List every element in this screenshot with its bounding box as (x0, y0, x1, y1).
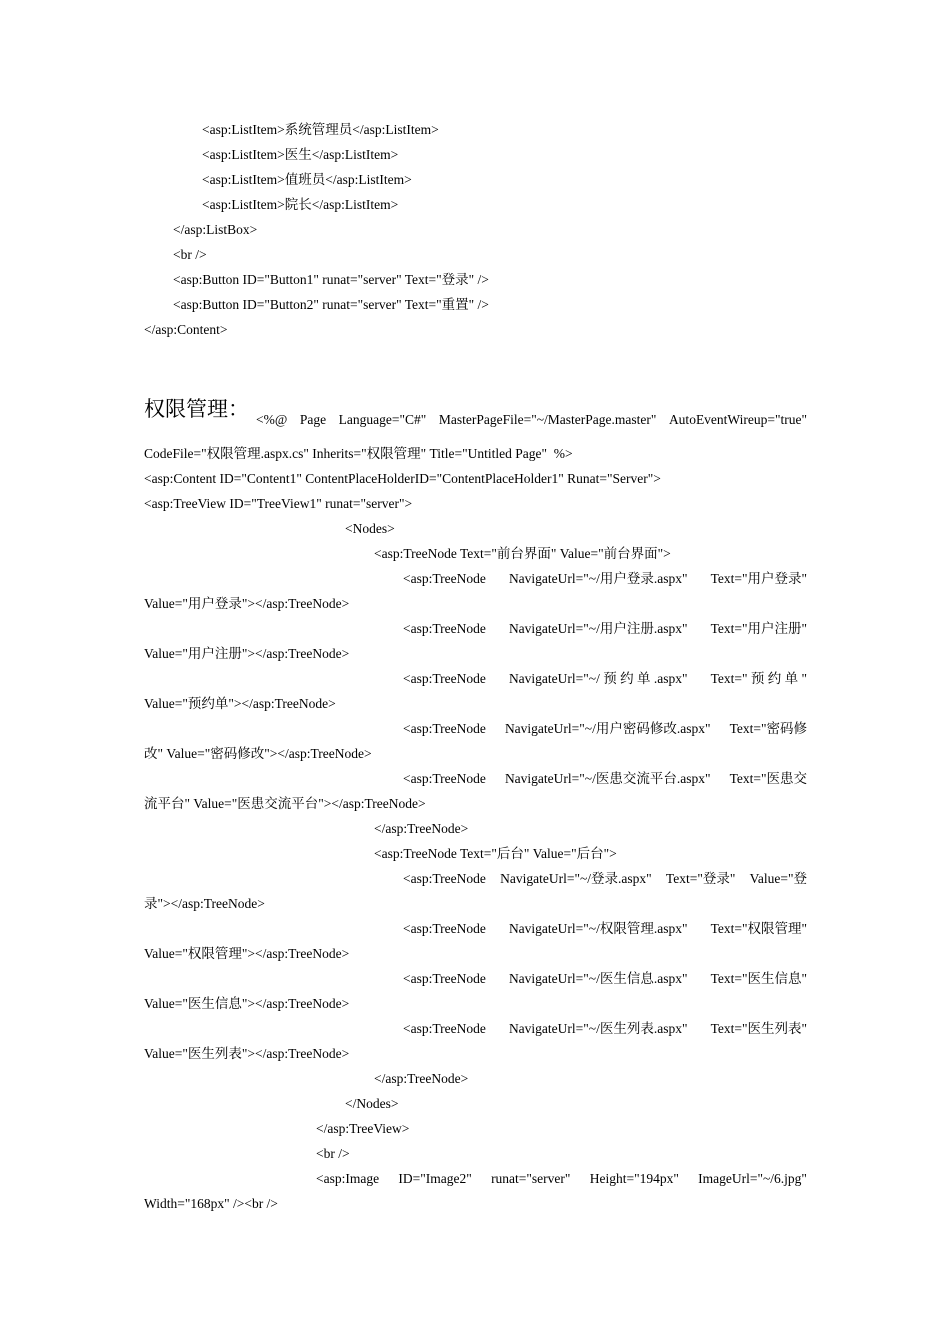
code-line: CodeFile="权限管理.aspx.cs" Inherits="权限管理" Title="Untitled Page" %> (144, 446, 573, 461)
code-token: <asp:TreeNode (403, 671, 486, 686)
code-line: Value="医生信息"></asp:TreeNode> (144, 996, 350, 1011)
code-token: <%@ (256, 412, 288, 427)
code-token: <asp:TreeNode (403, 721, 486, 736)
code-token: NavigateUrl="~/医生信息.aspx" (508, 971, 688, 986)
code-token: Text="用户登录" (710, 571, 807, 586)
code-token: Language="C#" (338, 412, 427, 427)
code-line: <asp:ListItem>院长</asp:ListItem> (202, 197, 399, 212)
code-token: NavigateUrl="~/医生列表.aspx" (508, 1021, 688, 1036)
code-line: <Nodes> (345, 521, 395, 536)
code-line: Width="168px" /><br /> (144, 1196, 278, 1211)
code-line: </asp:Content> (144, 322, 228, 337)
code-line: </asp:TreeNode> (374, 821, 469, 836)
code-line: <asp:Button ID="Button2" runat="server" Text="重置" /> (173, 297, 489, 312)
code-line: <asp:TreeNode Text="前台界面" Value="前台界面"> (374, 546, 671, 561)
code-token: NavigateUrl="~/ 预 约 单 .aspx" (508, 671, 688, 686)
code-token: Value="登 (749, 871, 807, 886)
code-token: <asp:TreeNode (403, 571, 486, 586)
code-line: </asp:TreeNode> (374, 1071, 469, 1086)
code-token: <asp:TreeNode (403, 771, 486, 786)
code-line: <asp:TreeNode Text="后台" Value="后台"> (374, 846, 617, 861)
tree-node-line (403, 570, 807, 588)
code-token: Page (299, 412, 327, 427)
code-line: <asp:Content ID="Content1" ContentPlaceHolderID="ContentPlaceHolder1" Runat="Server"> (144, 471, 661, 486)
code-token: Text="医生列表" (710, 1021, 807, 1036)
code-line: <asp:ListItem>医生</asp:ListItem> (202, 147, 399, 162)
page-directive-line (256, 411, 807, 429)
code-line: <asp:TreeView ID="TreeView1" runat="server"> (144, 496, 413, 511)
code-token: <asp:Image (316, 1171, 380, 1186)
tree-node-line (403, 720, 807, 738)
code-token: <asp:TreeNode (403, 921, 486, 936)
code-token: runat="server" (491, 1171, 571, 1186)
code-token: Text="登录" (665, 871, 736, 886)
code-token: Text="权限管理" (710, 921, 807, 936)
code-line: </Nodes> (345, 1096, 399, 1111)
code-line: Value="医生列表"></asp:TreeNode> (144, 1046, 350, 1061)
code-token: AutoEventWireup="true" (668, 412, 807, 427)
tree-node-line (403, 920, 807, 938)
code-line: 录"></asp:TreeNode> (144, 896, 265, 911)
code-line: 改" Value="密码修改"></asp:TreeNode> (144, 746, 372, 761)
tree-node-line (403, 870, 807, 888)
code-line: <asp:ListItem>值班员</asp:ListItem> (202, 172, 412, 187)
code-token: MasterPageFile="~/MasterPage.master" (438, 412, 657, 427)
code-token: Height="194px" (589, 1171, 679, 1186)
code-token: <asp:TreeNode (403, 621, 486, 636)
code-token: Text="医患交 (729, 771, 807, 786)
code-token: NavigateUrl="~/用户注册.aspx" (508, 621, 688, 636)
code-token: NavigateUrl="~/用户登录.aspx" (508, 571, 688, 586)
code-line: Value="权限管理"></asp:TreeNode> (144, 946, 350, 961)
code-line: <br /> (173, 247, 207, 262)
image-tag-line (316, 1170, 807, 1188)
code-line: <br /> (316, 1146, 350, 1161)
code-line: <asp:ListItem>系统管理员</asp:ListItem> (202, 122, 439, 137)
code-line: <asp:Button ID="Button1" runat="server" Text="登录" /> (173, 272, 489, 287)
code-token: Text="医生信息" (710, 971, 807, 986)
section-heading: 权限管理： (144, 397, 249, 421)
tree-node-line (403, 620, 807, 638)
code-line: 流平台" Value="医患交流平台"></asp:TreeNode> (144, 796, 426, 811)
tree-node-line (403, 670, 807, 688)
code-line: </asp:ListBox> (173, 222, 258, 237)
code-token: NavigateUrl="~/用户密码修改.aspx" (504, 721, 711, 736)
code-token: Text="用户注册" (710, 621, 807, 636)
code-token: NavigateUrl="~/权限管理.aspx" (508, 921, 688, 936)
code-token: <asp:TreeNode (403, 1021, 486, 1036)
code-token: Text=" 预 约 单 " (710, 671, 807, 686)
code-token: ImageUrl="~/6.jpg" (698, 1171, 807, 1186)
code-line: </asp:TreeView> (316, 1121, 410, 1136)
code-line: Value="用户注册"></asp:TreeNode> (144, 646, 350, 661)
tree-node-line (403, 1020, 807, 1038)
code-token: Text="密码修 (729, 721, 807, 736)
code-token: NavigateUrl="~/登录.aspx" (500, 871, 652, 886)
code-token: ID="Image2" (398, 1171, 472, 1186)
tree-node-line (403, 970, 807, 988)
tree-node-line (403, 770, 807, 788)
code-line: Value="用户登录"></asp:TreeNode> (144, 596, 350, 611)
code-token: <asp:TreeNode (403, 871, 486, 886)
code-token: NavigateUrl="~/医患交流平台.aspx" (504, 771, 711, 786)
code-line: Value="预约单"></asp:TreeNode> (144, 696, 336, 711)
code-token: <asp:TreeNode (403, 971, 486, 986)
